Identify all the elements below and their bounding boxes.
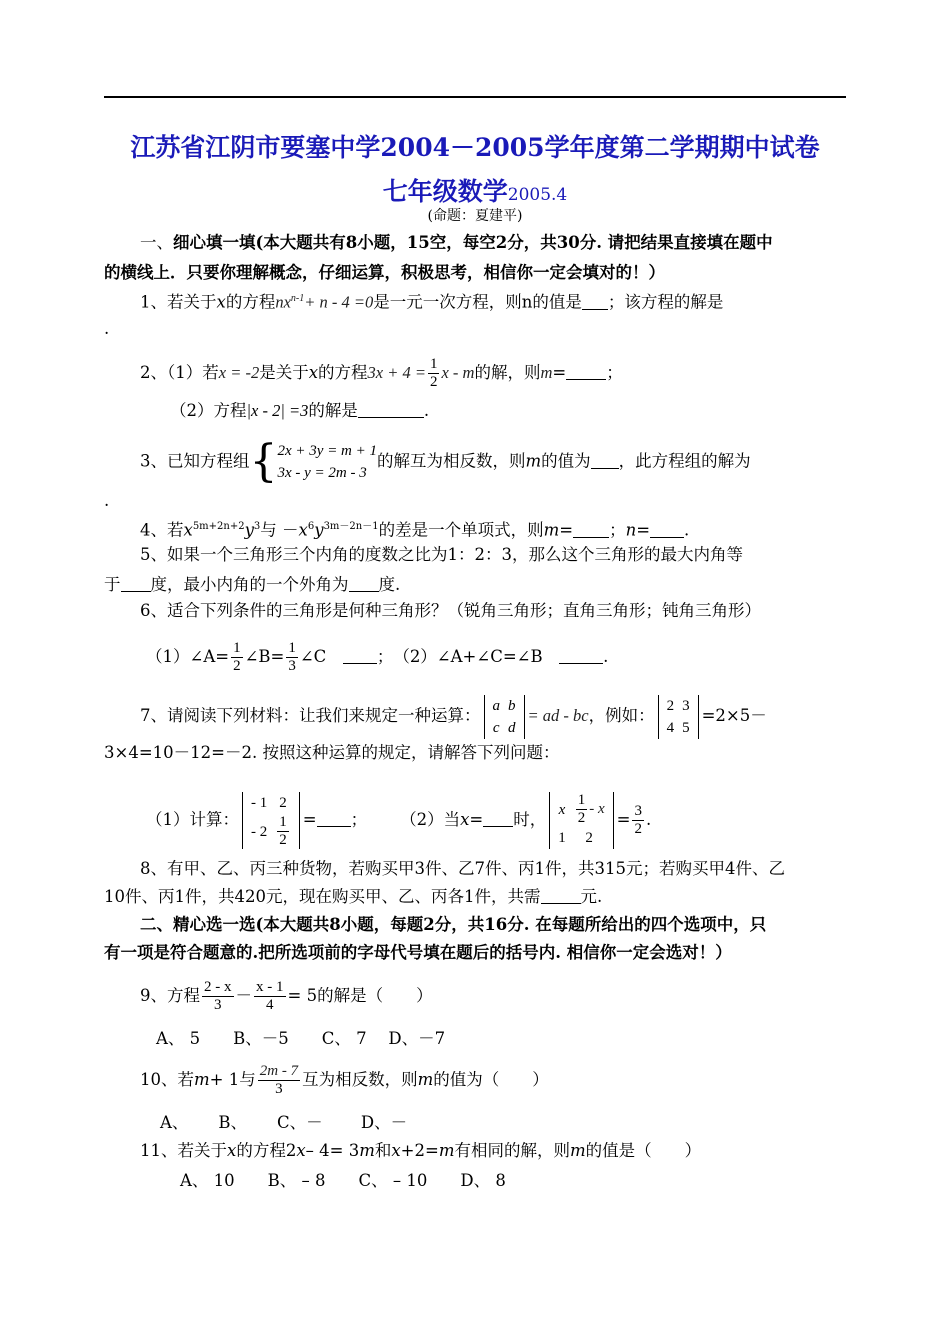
question-2-part2: （2）方程|x - 2| =3的解是 .	[170, 401, 430, 420]
brace-symbol: {	[249, 436, 278, 487]
answer-blank[interactable]	[483, 811, 513, 827]
question-9-options[interactable]: A、 5 B、－5 C、 7 D、－7	[156, 1029, 446, 1048]
exam-title: 江苏省江阴市要塞中学2004－2005学年度第二学期期中试卷	[130, 133, 820, 162]
fraction: $\frac{3}{2}$	[634, 803, 642, 837]
answer-blank[interactable]	[566, 364, 606, 380]
top-rule	[104, 96, 846, 98]
exam-date: 2005.4	[507, 185, 568, 205]
question-7: 7、请阅读下列材料：让我们来规定一种运算： a b c d = ad - bc，例如： 2 3 4 5 =2×5－	[140, 694, 767, 739]
question-5: 5、如果一个三角形三个内角的度数之比为1：2：3，那么这个三角形的最大内角等	[140, 545, 743, 564]
question-7-cont: 3×4=10－12=－2. 按照这种运算的规定，请解答下列问题：	[104, 743, 560, 762]
question-6: 6、适合下列条件的三角形是何种三角形？（锐角三角形；直角三角形；钝角三角形）	[140, 601, 761, 620]
section2-heading: 二、精心选一选(本大题共8小题，每题2分，共16分. 在每题所给出的四个选项中，只	[140, 915, 767, 934]
section1-heading: 一、细心填一填(本大题共有8小题，15空，每空2分，共30分. 请把结果直接填在题中	[140, 233, 773, 252]
question-7-parts: （1）计算： - 1 2 - 2 $\frac{1}{2}$ = ； （2）当x= 时， x $\frac{1}{2}$ - x 1 2 = $\frac{3}{2}$ .	[146, 792, 652, 848]
answer-blank[interactable]	[349, 576, 379, 592]
determinant-definition: a b c d	[484, 695, 525, 739]
answer-blank[interactable]	[573, 522, 609, 538]
question-5-cont: 于 度，最小内角的一个外角为 度.	[104, 575, 401, 594]
answer-blank[interactable]	[358, 402, 424, 418]
question-1-end: .	[104, 319, 110, 338]
section1-heading-cont: 的横线上．只要你理解概念，仔细运算，积极思考，相信你一定会填对的！）	[104, 263, 665, 282]
answer-blank[interactable]	[541, 888, 581, 904]
question-8-cont: 10件、丙1件，共420元，现在购买甲、乙、丙各1件，共需 元.	[104, 887, 603, 906]
fraction: $\frac{2 - x}{3}$	[204, 979, 232, 1013]
question-3-end: .	[104, 491, 110, 510]
question-4: 4、若$x^{5m+2n+2}y^3$与 $-x^6y^{3m-2n-1}$的差是一个单项式，则m= ；n= .	[140, 520, 690, 540]
exam-subtitle: 七年级数学2005.4	[382, 177, 568, 206]
fraction: $\frac{1}{3}$	[288, 640, 296, 674]
question-6-parts: （1）∠A= $\frac{1}{2}$ ∠B= $\frac{1}{3}$ ∠C ； （2）∠A+∠C=∠B .	[146, 640, 609, 674]
determinant-part1: - 1 2 - 2 $\frac{1}{2}$	[242, 792, 300, 849]
question-9: 9、方程 $\frac{2 - x}{3}$ － $\frac{x - 1}{4}$ = 5的解是（ ）	[140, 979, 433, 1013]
fraction: $\frac{1}{2}$	[429, 356, 438, 390]
section2-heading-cont: 有一项是符合题意的.把所选项前的字母代号填在题后的括号内. 相信你一定会选对！）	[104, 943, 732, 962]
question-3: 3、已知方程组{ 2x + 3y = m + 1 3x - y = 2m - 3 的解互为相反数，则m的值为 ，此方程组的解为	[140, 436, 751, 487]
question-2-part1: 2、（1）若x = -2是关于x的方程3x + 4 = $\frac{1}{2}$ x - m的解，则m= ；	[140, 356, 623, 390]
answer-blank[interactable]	[317, 811, 351, 827]
answer-blank[interactable]	[591, 453, 619, 469]
fraction: $\frac{x - 1}{4}$	[256, 979, 284, 1013]
answer-blank[interactable]	[121, 576, 151, 592]
question-8: 8、有甲、乙、丙三种货物，若购买甲3件、乙7件、丙1件，共315元；若购买甲4件、乙	[140, 859, 785, 878]
determinant-part2: x $\frac{1}{2}$ - x 1 2	[549, 792, 613, 849]
question-11: 11、若关于x的方程2x– 4= 3m和x+2=m有相同的解，则m的值是（ ）	[140, 1141, 702, 1160]
exam-author: (命题：夏建平)	[427, 208, 523, 224]
question-11-options[interactable]: A、 10 B、 – 8 C、 – 10 D、 8	[180, 1171, 506, 1190]
fraction: $\frac{1}{2}$	[233, 640, 241, 674]
question-1: 1、若关于x的方程$nx^{n-1}+ n - 4 =0$是一元一次方程，则n的值是 ；该方程的解是	[140, 292, 724, 312]
question-10: 10、若m+ 1与 $\frac{2m - 7}{3}$ 互为相反数，则m的值为（ ）	[140, 1063, 549, 1097]
answer-blank[interactable]	[343, 648, 377, 664]
fraction: $\frac{2m - 7}{3}$	[259, 1063, 299, 1097]
answer-blank[interactable]	[650, 522, 684, 538]
answer-blank[interactable]	[559, 648, 603, 664]
equation-system: 2x + 3y = m + 1 3x - y = 2m - 3	[277, 443, 378, 481]
question-10-options[interactable]: A、 B、 C、－ D、－	[160, 1113, 408, 1132]
answer-blank[interactable]	[582, 294, 608, 310]
determinant-example: 2 3 4 5	[658, 695, 699, 739]
